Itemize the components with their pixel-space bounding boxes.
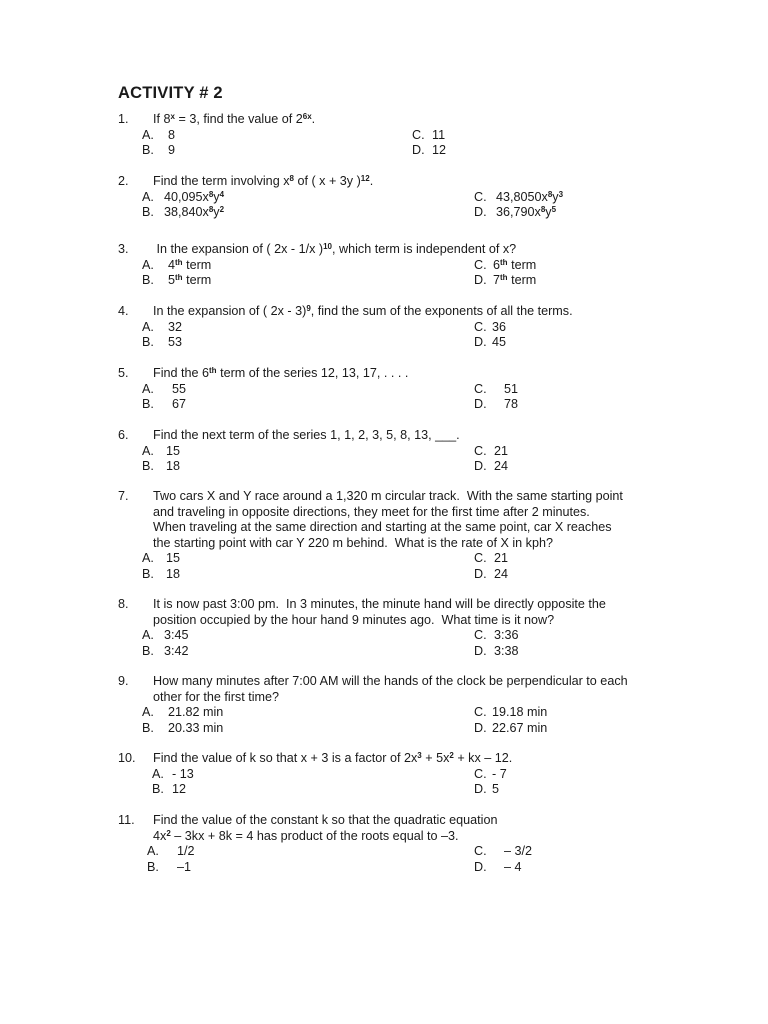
option-letter: D. [474, 643, 487, 658]
question-number: 6. [118, 428, 129, 442]
option-text: 32 [168, 319, 183, 334]
option-letter: D. [474, 459, 487, 473]
question-stem: It is now past 3:00 pm. In 3 minutes, the minute hand will be directly opposite the position occupied by the hour hand 9 minutes ago. What time is it now? [153, 597, 606, 627]
option-text: 1/2 [177, 844, 195, 858]
question-stem: In the expansion of ( 2x - 1/x )$^{10}$, which term is independent of x? [153, 242, 517, 256]
option-text: 3:45 [164, 628, 189, 642]
option-letter: C. [474, 844, 487, 858]
option-letter: B. [142, 720, 154, 735]
option-letter: D. [474, 335, 487, 349]
option-letter: D. [474, 566, 487, 581]
option-letter: C. [474, 381, 487, 396]
option-letter: B. [142, 273, 154, 287]
option-letter: C. [474, 257, 487, 272]
option-letter: A. [142, 443, 154, 458]
option-text: 9 [168, 143, 176, 157]
option-text: – 4 [504, 859, 522, 874]
option-text: $36,790x^8y^5$ [496, 205, 557, 219]
question-number: 2. [118, 174, 129, 188]
option-letter: C. [474, 766, 487, 781]
option-text: 21 [494, 443, 509, 458]
option-letter: C. [474, 628, 487, 642]
option-letter: D. [474, 782, 487, 796]
page-title: ACTIVITY # 2 [118, 84, 223, 102]
option-letter: C. [474, 189, 487, 204]
option-text: 7th term [493, 273, 537, 287]
question-number: 4. [118, 304, 129, 318]
question-number: 11. [118, 813, 135, 827]
question-stem: Find the next term of the series 1, 1, 2, 3, 5, 8, 13, ___. [153, 428, 460, 442]
option-letter: C. [474, 319, 487, 334]
option-letter: D. [474, 273, 487, 287]
option-text: 12 [432, 143, 447, 157]
question-number: 9. [118, 674, 129, 688]
option-letter: B. [142, 643, 154, 658]
option-text: 22.67 min [492, 720, 548, 735]
option-letter: A. [142, 705, 154, 719]
option-letter: D. [474, 205, 487, 219]
question-number: 5. [118, 366, 129, 380]
option-letter: B. [142, 335, 154, 349]
option-letter: B. [142, 459, 154, 473]
question-stem: Find the value of the constant k so that the quadratic equation $4x^2 - 3kx + 8k = 4$ has product of the roots equal to –3. [153, 813, 498, 843]
option-text: 45 [492, 335, 507, 349]
option-letter: D. [412, 143, 425, 157]
option-text: 15 [166, 551, 181, 565]
option-text: 24 [494, 459, 509, 473]
option-text: 15 [166, 443, 181, 458]
option-text: - 13 [172, 766, 194, 781]
option-text: 36 [492, 319, 507, 334]
option-letter: B. [147, 859, 159, 874]
option-text: 6th term [493, 257, 537, 272]
option-letter: A. [142, 319, 154, 334]
question-number: 1. [118, 112, 129, 126]
option-text: –1 [177, 859, 192, 874]
question-stem: Find the 6th term of the series 12, 13, 17, . . . . [153, 366, 409, 380]
option-text: 21 [494, 551, 509, 565]
question-stem: Find the value of k so that x + 3 is a factor of $2x^3 + 5x^2$ + kx – 12. [153, 751, 513, 765]
option-text: 18 [166, 459, 181, 473]
question-number: 3. [118, 242, 129, 256]
option-text: 18 [166, 566, 181, 581]
option-letter: D. [474, 720, 487, 735]
option-text: 20.33 min [168, 720, 224, 735]
option-text: $38,840x^8y^2$ [164, 205, 225, 219]
option-letter: A. [142, 127, 154, 142]
option-text: 5 [492, 782, 500, 796]
option-letter: C. [474, 551, 487, 565]
option-letter: B. [152, 782, 164, 796]
option-letter: D. [474, 859, 487, 874]
option-letter: A. [142, 551, 154, 565]
question-stem: In the expansion of ( 2x - 3)$^9$, find the sum of the exponents of all the terms. [153, 304, 573, 318]
option-text: 3:42 [164, 643, 189, 658]
option-text: 3:38 [494, 643, 519, 658]
option-letter: A. [142, 628, 154, 642]
option-text: 11 [432, 127, 446, 142]
option-letter: B. [142, 143, 154, 157]
option-text: 51 [504, 381, 519, 396]
option-letter: B. [142, 566, 154, 581]
option-text: 21.82 min [168, 705, 224, 719]
question-number: 8. [118, 597, 129, 611]
option-text: 24 [494, 566, 509, 581]
option-letter: C. [474, 443, 487, 458]
question-stem: How many minutes after 7:00 AM will the hands of the clock be perpendicular to each other for the first time? [153, 674, 628, 704]
option-text: $43,8050x^8y^3$ [496, 189, 564, 204]
option-letter: B. [142, 397, 154, 411]
option-letter: A. [142, 257, 154, 272]
question-stem: Two cars X and Y race around a 1,320 m circular track. With the same starting point and traveling in opposite directions, they meet for the first time after 2 minutes. When traveling at the same direction and starting at the same point, car X reaches the starting point with car Y 220 m behind. What is the rate of X in kph? [153, 489, 623, 550]
option-text: 19.18 min [492, 705, 548, 719]
question-number: 10. [118, 751, 136, 765]
question-number: 7. [118, 489, 129, 503]
option-text: – 3/2 [504, 844, 533, 858]
option-text: $40,095x^8y^4$ [164, 189, 225, 204]
option-text: 8 [168, 127, 176, 142]
option-text: 55 [172, 381, 187, 396]
option-letter: A. [142, 189, 154, 204]
option-text: - 7 [492, 766, 507, 781]
option-letter: B. [142, 205, 154, 219]
option-text: 67 [172, 397, 187, 411]
option-letter: C. [474, 705, 487, 719]
option-letter: C. [412, 127, 425, 142]
option-text: 78 [504, 397, 519, 411]
question-stem: Find the term involving $x^8$ of ( x + 3y )$^{12}$. [153, 174, 374, 188]
option-letter: A. [147, 844, 159, 858]
option-letter: A. [152, 766, 164, 781]
option-text: 3:36 [494, 628, 519, 642]
option-text: 5th term [168, 273, 212, 287]
option-letter: A. [142, 381, 154, 396]
question-stem: If $8^x = 3$, find the value of $2^{6x}$. [153, 112, 316, 126]
option-text: 53 [168, 335, 183, 349]
option-text: 12 [172, 782, 187, 796]
option-letter: D. [474, 397, 487, 411]
option-text: 4th term [168, 257, 212, 272]
